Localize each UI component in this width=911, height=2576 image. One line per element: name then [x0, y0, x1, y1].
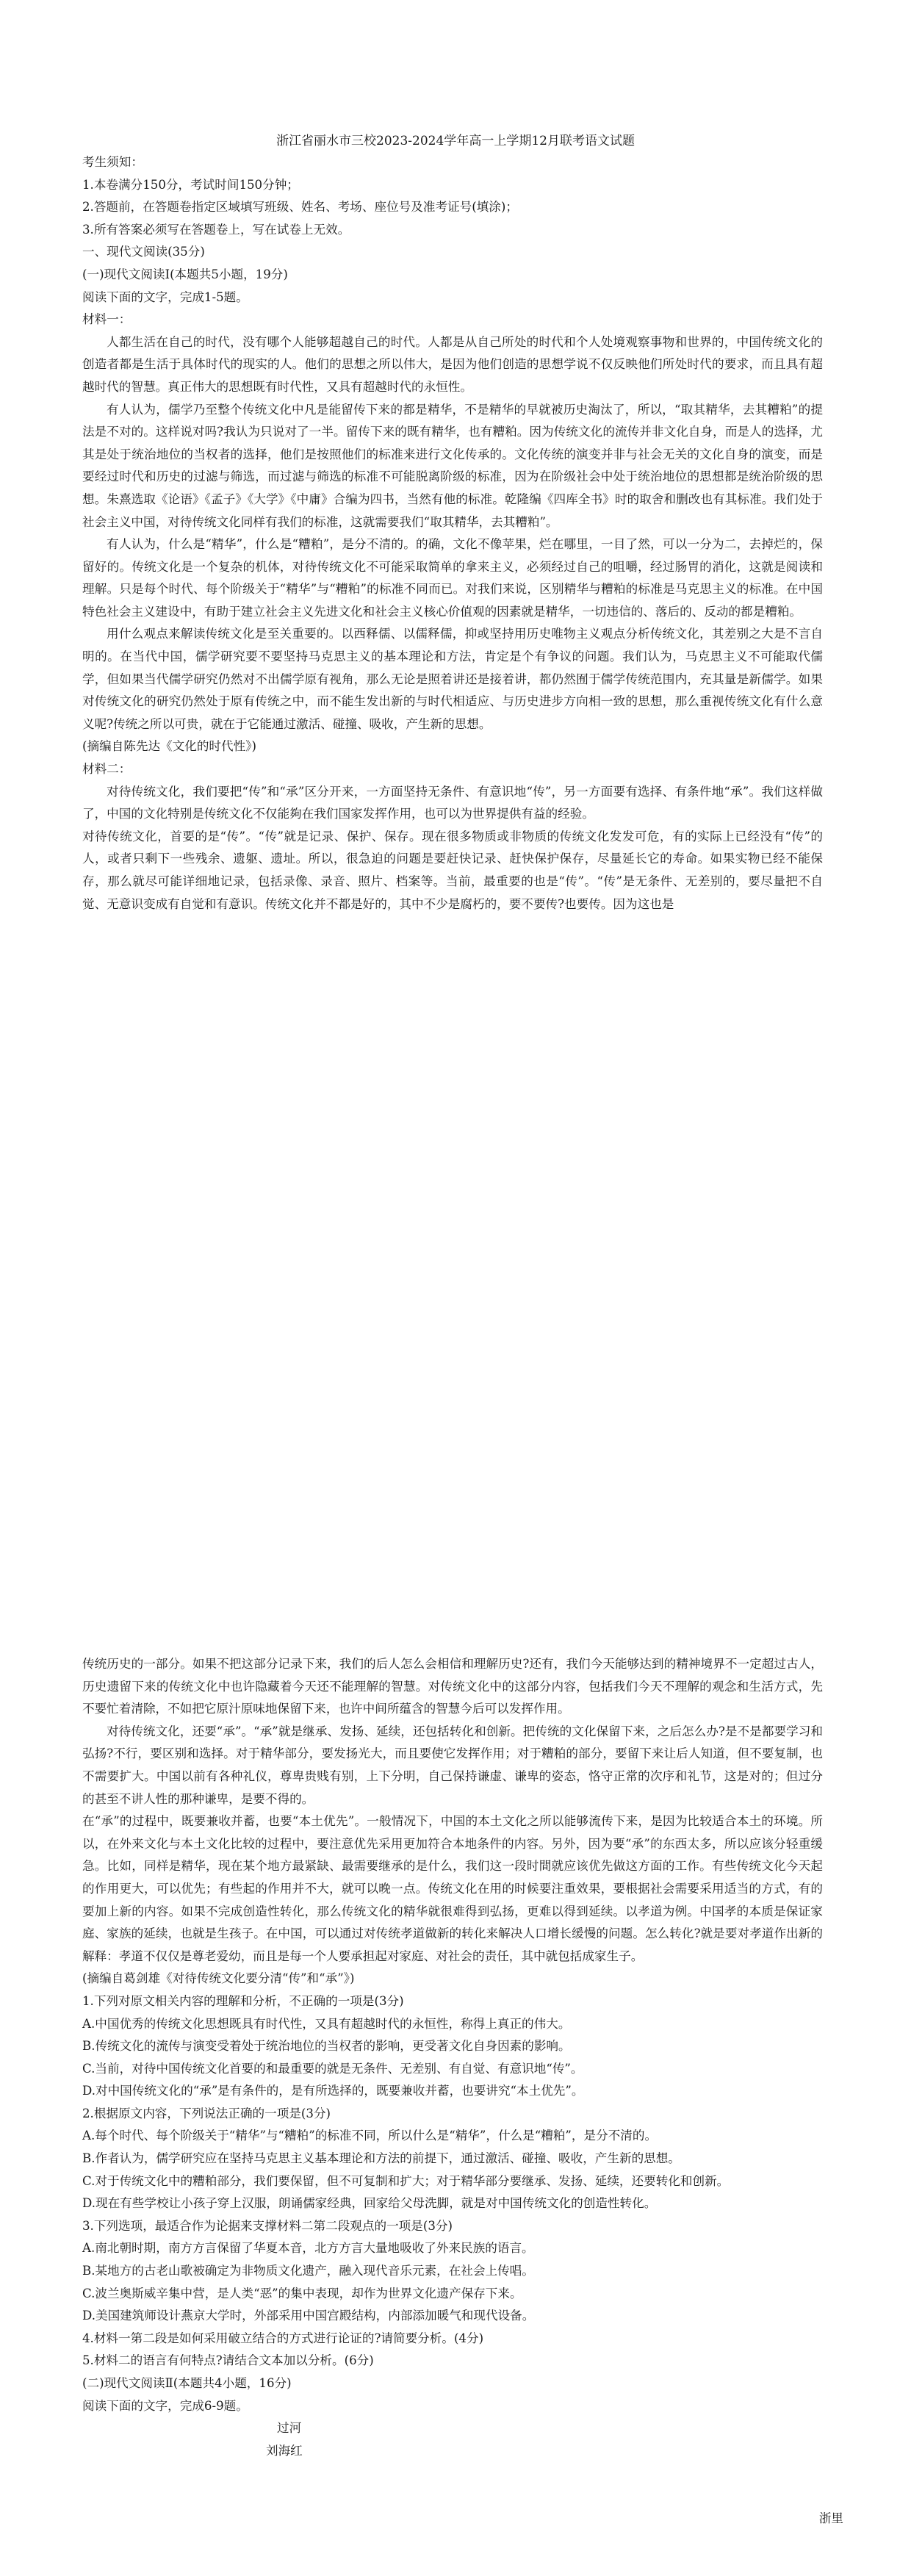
part-one-block [82, 131, 823, 915]
paragraph: 对待传统文化，还要“承”。“承”就是继承、发扬、延续，还包括转化和创新。把传统的文化保留下来，之后怎么办?是不是都要学习和弘扬?不行，要区别和选择。对于精华部分，要发扬光大，而且要使它发挥作用；对于糟粕的部分，要留下来让后人知道，但不要复制，也不需要扩大。中国以前有各种礼仪，尊卑贵贱有别，上下分明，自己保持谦虚、谦卑的姿态，恪守正常的次序和礼节，这是对的；但过分的甚至不讲人性的那种谦卑，是要不得的。 [82, 1724, 823, 1806]
paragraph: 对待传统文化，首要的是“传”。“传”就是记录、保护、保存。现在很多物质或非物质的传统文化发发可危，有的实际上已经没有“传”的人，或者只剩下一些残余、遗躯、遗址。所以，很急迫的问题是要赶快记录、赶快保护保存，尽量延长它的寿命。如果实物已经不能保存，那么就尽可能详细地记录，包括录像、录音、照片、档案等。当前，最重要的也是“传”。“传”是无条件、无差别的，要尽量把不自觉、无意识变成有自觉和有意识。传统文化并不都是好的，其中不少是腐朽的，要不要传?也要传。因为这也是 [82, 829, 823, 911]
notice-list [82, 174, 823, 242]
paragraph: 有人认为，儒学乃至整个传统文化中凡是能留传下来的都是精华，不是精华的早就被历史淘汰了，所以，“取其精华，去其糟粕”的提法是不对的。这样说对吗?我认为只说对了一半。留传下来的既有精华，也有糟粕。因为传统文化的流传并非文化自身，而是人的选择，尤其是处于统治地位的当权者的选择，他们是按照他们的标准来进行文化传承的。文化传统的演变并非与社会无关的文化自身的演变，而是要经过时代和历史的过滤与筛选，而过滤与筛选的标准不可能脱离阶级的标准，因为在阶级社会中处于统治地位的思想都是统治阶级的思想。朱熹选取《论语》《孟子》《大学》《中庸》合编为四书，当然有他的标准。乾隆编《四库全书》时的取舍和删改也有其标准。我们处于社会主义中国，对待传统文化同样有我们的标准，这就需要我们“取其精华，去其糟粕”。 [82, 402, 823, 529]
question-line: 4.材料一第二段是如何采用破立结合的方式进行论证的?请简要分析。(4分) [82, 2331, 484, 2345]
subsection-heading: (一)现代文阅读Ⅰ(本题共5小题，19分) [82, 267, 288, 281]
question-line: 1.下列对原文相关内容的理解和分析，不正确的一项是(3分) [82, 1993, 404, 2008]
paragraph: 人都生活在自己的时代，没有哪个人能够超越自己的时代。人都是从自己所处的时代和个人处境观察事物和世界的，中国传统文化的创造者都是生活于具体时代的现实的人。他们的思想之所以伟大，是因为他们创造的思想学说不仅反映他们所处时代的要求，而且具有超越时代的智慧。真正伟大的思想既有时代性，又具有超越时代的永恒性。 [82, 334, 823, 394]
question-line: A.南北朝时期，南方方言保留了华夏本音，北方方言大量地吸收了外来民族的语言。 [82, 2241, 534, 2256]
paragraph: 用什么观点来解读传统文化是至关重要的。以西释儒、以儒释儒，抑或坚持用历史唯物主义观点分析传统文化，其差别之大是不言自明的。在当代中国，儒学研究要不要坚持马克思主义的基本理论和方法，肯定是个有争议的问题。我们认为，马克思主义不可能取代儒学，但如果当代儒学研究仍然对不出儒学原有视角，那么无论是照着讲还是接着讲，都仍然囿于儒学传统范围内，充其量是新儒学。如果对传统文化的研究仍然处于原有传统之中，而不能生发出新的与时代相适应、与历史进步方向相一致的思想，那么重视传统文化有什么意义呢?传统之所以可贵，就在于它能通过激活、碰撞、吸收，产生新的思想。 [82, 627, 823, 731]
exam-title: 浙江省丽水市三校2023-2024学年高一上学期12月联考语文试题 [276, 134, 635, 148]
question-line: B.传统文化的流传与演变受着处于统治地位的当权者的影响，更受著文化自身因素的影响。 [82, 2039, 571, 2054]
question-line: D.对中国传统文化的“承”是有条件的，是有所选择的，既要兼收并蓄，也要讲究“本土优先”。 [82, 2084, 584, 2098]
section-heading: 一、现代文阅读(35分) [82, 245, 205, 259]
material-two-text-continued [82, 1653, 823, 1968]
question-line: C.波兰奥斯威辛集中营，是人类“恶”的集中表现，却作为世界文化遗产保存下来。 [82, 2286, 522, 2300]
paragraph: 传统历史的一部分。如果不把这部分记录下来，我们的后人怎么会相信和理解历史?还有，我们今天能够达到的精神境界不一定超过古人，历史遗留下来的传统文化中也许隐藏着今天还不能理解的智慧。对传统文化中的这部分内容，包括我们今天不理解的观念和生活方式，先不要忙着清除，不如把它原汁原味地保留下来，也许中间所蕴含的智慧今后可以发挥作用。 [82, 1657, 823, 1716]
question-line: 2.根据原文内容，下列说法正确的一项是(3分) [82, 2106, 331, 2120]
question-line: B.某地方的古老山歌被确定为非物质文化遗产，融入现代音乐元素，在社会上传唱。 [82, 2264, 534, 2278]
paragraph: 对待传统文化，我们要把“传”和“承”区分开来，一方面坚持无条件、有意识地“传”，另一方面要有选择、有条件地“承”。我们这样做了，中国的文化特别是传统文化不仅能夠在我们国家发挥作用，也可以为世界提供有益的经验。 [82, 784, 823, 821]
notice-heading: 考生须知： [82, 155, 143, 169]
material-one-text [82, 331, 823, 736]
page-footer: 浙里 [818, 2511, 843, 2525]
question-line: A.每个时代、每个阶级关于“精华”与“糟粕”的标准不同，所以什么是“精华”，什么是“糟粕”，是分不清的。 [82, 2129, 658, 2143]
question-line: D.现在有些学校让小孩子穿上汉服，朗诵儒家经典，回家给父母洗脚，就是对中国传统文化的创造性转化。 [82, 2196, 657, 2211]
instruction: 阅读下面的文字，完成6-9题。 [82, 2398, 248, 2413]
story-title: 过河 [277, 2421, 302, 2436]
material-heading: 材料二： [82, 762, 132, 777]
material-heading: 材料一： [82, 312, 132, 327]
question-line: D.美国建筑师设计燕京大学时，外部采用中国宫殿结构，内部添加暖气和现代设备。 [82, 2309, 535, 2323]
material-two-text [82, 781, 823, 916]
part-two-block [82, 1653, 823, 2462]
notice-item: 1.本卷满分150分，考试时间150分钟； [82, 177, 299, 192]
material-source: (摘编自陈先达《文化的时代性》) [82, 739, 256, 754]
notice-item: 2.答题前，在答题卷指定区域填写班级、姓名、考场、座位号及准考证号(填涂)； [82, 200, 518, 215]
question-list [82, 1990, 823, 2372]
notice-item: 3.所有答案必须写在答题卷上，写在试卷上无效。 [82, 222, 350, 237]
question-line: C.当前，对待中国传统文化首要的和最重要的就是无条件、无差别、有自觉、有意识地“传”。 [82, 2061, 583, 2076]
paragraph: 在“承”的过程中，既要兼收并蓄，也要“本土优先”。一般情况下，中国的本土文化之所以能够流传下来，是因为比较适合本土的环境。所以，在外来文化与本土文化比较的过程中，要注意优先采用更加符合本地条件的内容。另外，因为要“承”的东西太多，所以应该分轻重缓急。比如，同样是精华，现在某个地方最紧缺、最需要继承的是什么，我们这一段时間就应该优先做这方面的工作。有些传统文化今天起的作用更大，可以优先；有些起的作用并不大，就可以晚一点。传统文化在用的时候要注重效果，要根据社会需要采用适当的方式，有的要加上新的内容。如果不完成创造性转化，那么传统文化的精华就很难得到弘扬，更难以得到延续。以孝道为例。中国孝的本质是保证家庭、家族的延续，也就是生孩子。在中国，可以通过对传统孝道做新的转化来解决人口增长缓慢的问题。怎么转化?就是要对孝道作出新的解释：孝道不仅仅是尊老爱幼，而且是每一个人要承担起对家庭、对社会的责任，其中就包括成家生子。 [82, 1814, 823, 1963]
material-source: (摘编自葛剑雄《对待传统文化要分清“传”和“承”》) [82, 1971, 355, 1986]
instruction: 阅读下面的文字，完成1-5题。 [82, 289, 248, 304]
story-author: 刘海红 [266, 2443, 303, 2458]
subsection-heading: (二)现代文阅读Ⅱ(本题共4小题，16分) [82, 2376, 292, 2390]
question-line: B.作者认为，儒学研究应在坚持马克思主义基本理论和方法的前提下，通过激活、碰撞、吸收，产生新的思想。 [82, 2151, 680, 2166]
question-line: C.对于传统文化中的糟粕部分，我们要保留，但不可复制和扩大；对于精华部分要继承、发扬、延续，还要转化和创新。 [82, 2173, 730, 2188]
question-line: 5.材料二的语言有何特点?请结合文本加以分析。(6分) [82, 2353, 374, 2368]
question-line: A.中国优秀的传统文化思想既具有时代性，又具有超越时代的永恒性，称得上真正的伟大。 [82, 2016, 571, 2031]
paragraph: 有人认为，什么是“精华”，什么是“糟粕”，是分不清的。的确，文化不像苹果，烂在哪里，一目了然，可以一分为二，去掉烂的，保留好的。传统文化是一个复杂的机体，对待传统文化不可能采取简单的拿来主义，必须经过自己的咀嚼，经过肠胃的消化，这就是阅读和理解。只是每个时代、每个阶级关于“精华”与“糟粕”的标准不同而已。对我们来说，区别精华与糟粕的标准是马克思主义的标准。在中国特色社会主义建设中，有助于建立社会主义先进文化和社会主义核心价值观的因素就是精华，一切违信的、落后的、反动的都是糟粕。 [82, 537, 823, 619]
question-line: 3.下列选项，最适合作为论据来支撑材料二第二段观点的一项是(3分) [82, 2218, 453, 2233]
